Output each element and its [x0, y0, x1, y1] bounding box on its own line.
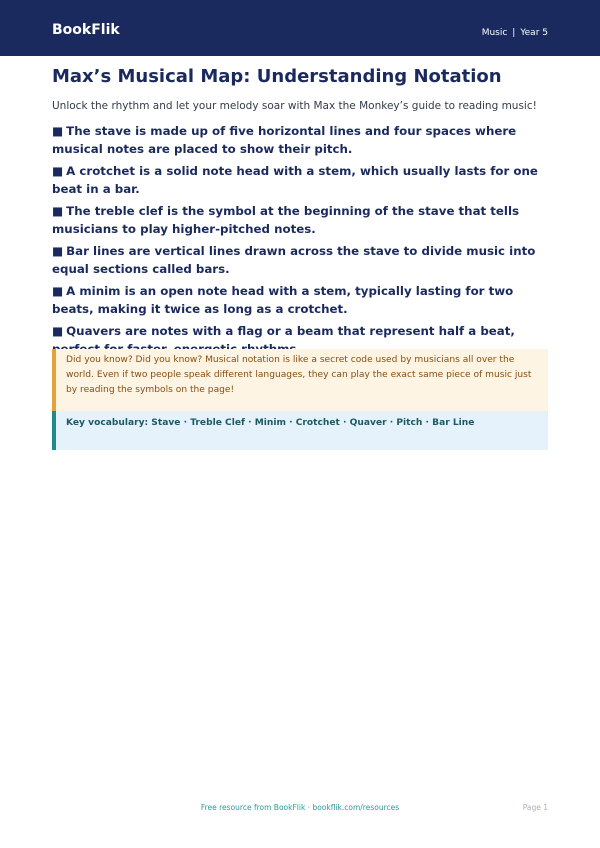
- footer-resource-link[interactable]: Free resource from BookFlik · bookflik.com/resources: [200, 803, 400, 812]
- list-item-text: The treble clef is the symbol at the beginning of the stave that tells musicians to play higher-pitched notes.: [52, 204, 520, 236]
- page-title: Max’s Musical Map: Understanding Notation: [52, 66, 502, 87]
- list-item-text: Quavers are notes with a flag or a beam that represent half a beat,: [66, 324, 515, 338]
- square-bullet-icon: ■: [52, 324, 64, 338]
- list-item: [52, 162, 552, 198]
- did-you-know-text: Did you know? Did you know? Musical notation is like a secret code used by musicians all over the world. Even if two people speak different languages, they can play the exact same piece of music just by reading the symbols on the page!: [66, 355, 532, 395]
- list-item: [52, 122, 552, 158]
- list-item: [52, 242, 552, 278]
- vocabulary-text: Key vocabulary: Stave · Treble Clef · Minim · Crotchet · Quaver · Pitch · Bar Line: [66, 418, 475, 428]
- list-item-text: The stave is made up of five horizontal lines and four spaces where musical notes are placed to show their pitch.: [52, 124, 517, 156]
- square-bullet-icon: ■: [52, 284, 64, 298]
- list-item-text: Bar lines are vertical lines drawn across the stave to divide music into equal sections called bars.: [52, 244, 536, 276]
- breadcrumb-subject: Music: [481, 28, 508, 38]
- list-item-text: A minim is an open note head with a stem, typically lasting for two beats, making it twice as long as a crotchet.: [52, 284, 514, 316]
- fact-list: [52, 122, 552, 362]
- list-item-text: A crotchet is a solid note head with a stem, which usually lasts for one beat in a bar.: [52, 164, 538, 196]
- breadcrumb: [482, 28, 548, 38]
- square-bullet-icon: ■: [52, 244, 64, 258]
- vocabulary-box: [52, 411, 548, 450]
- breadcrumb-year: Year 5: [520, 28, 548, 38]
- page-number: Page 1: [522, 803, 548, 812]
- square-bullet-icon: ■: [52, 204, 64, 218]
- brand-logo[interactable]: BookFlik: [52, 22, 120, 38]
- did-you-know-box: [52, 349, 548, 411]
- square-bullet-icon: ■: [52, 124, 64, 138]
- breadcrumb-separator: |: [512, 28, 516, 38]
- list-item: [52, 282, 552, 318]
- list-item: [52, 202, 552, 238]
- header-bar: [0, 0, 600, 56]
- square-bullet-icon: ■: [52, 164, 64, 178]
- intro-text: Unlock the rhythm and let your melody soar with Max the Monkey’s guide to reading music!: [52, 100, 537, 112]
